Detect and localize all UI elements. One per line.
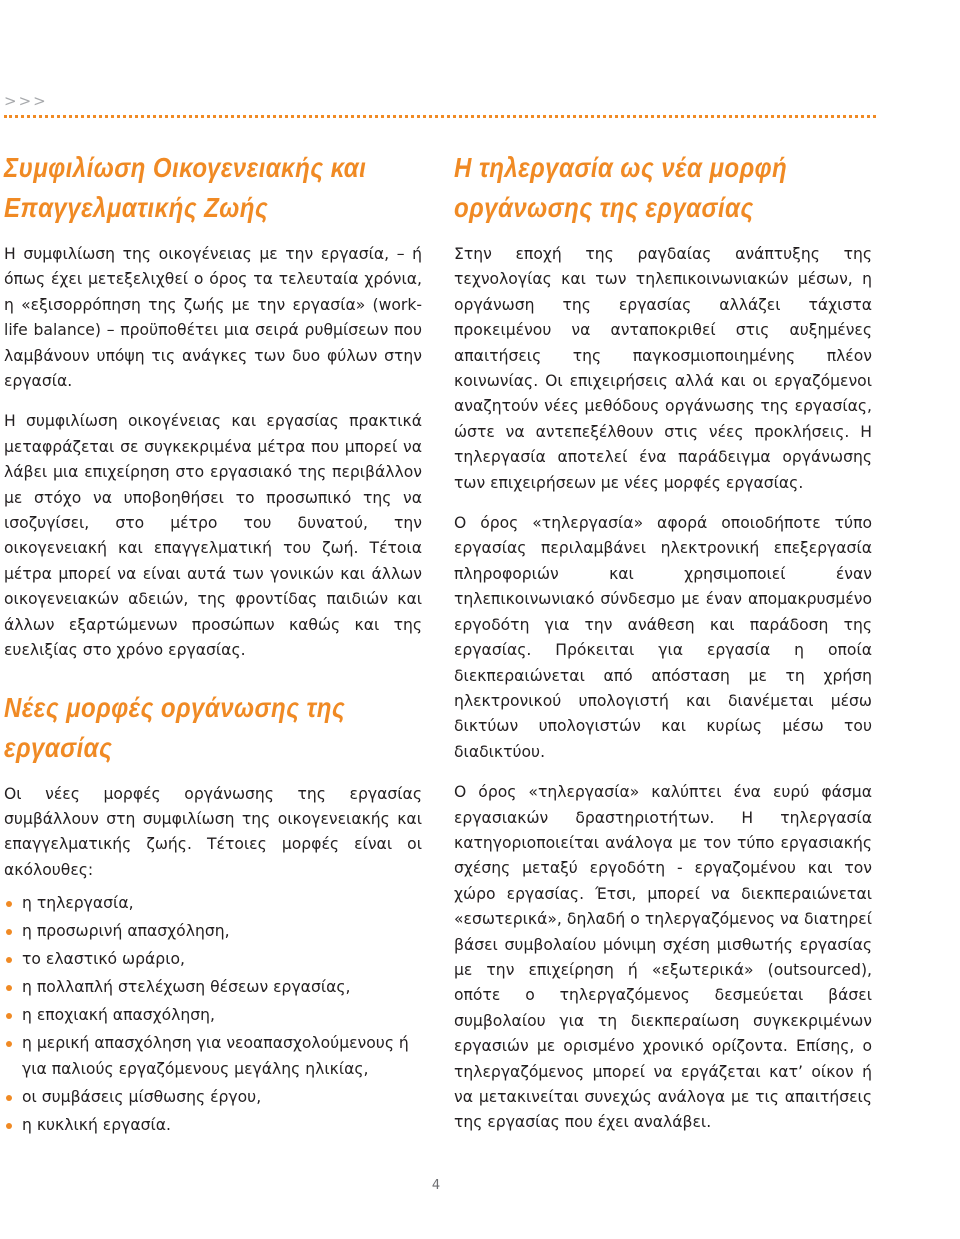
list-item — [4, 1085, 422, 1110]
list-item-text: η κυκλική εργασία. — [22, 1115, 172, 1134]
paragraph: Οι νέες μορφές οργάνωσης της εργασίας συμβάλλουν στη συμφιλίωση της οικογενειακής και επαγγελματικής ζωής. Τέτοιες μορφές είναι οι ακόλουθες: — [4, 784, 422, 879]
right-column — [454, 148, 872, 1151]
list-item — [4, 947, 422, 972]
heading-line: Επαγγελματικής Ζωής — [4, 192, 269, 223]
bullet-dot-icon — [6, 1013, 12, 1019]
bullet-dot-icon — [6, 1123, 12, 1129]
dotted-divider — [4, 115, 876, 118]
bullet-list — [4, 891, 422, 1138]
page-number: 4 — [431, 1178, 441, 1193]
heading-new-forms — [4, 688, 421, 768]
list-item-text: οι συμβάσεις μίσθωσης έργου, — [22, 1087, 262, 1106]
heading-line: εργασίας — [4, 731, 113, 763]
list-item — [4, 891, 422, 916]
paragraph: Ο όρος «τηλεργασία» αφορά οποιοδήποτε τύπο εργασίας περιλαμβάνει ηλεκτρονική επεξεργασία πληροφοριών και χρησιμοποιεί έναν τηλεπικοινωνιακό σύνδεσμο με έναν απομακρυσμένο εργοδότη για την ανάθεση και παράδοση της εργασίας. Πρόκειται για εργασία η οποία διεκπεραιώνεται από απόσταση με τη χρήση ηλεκτρονικού υπολογιστή και διανέμεται μέσω δικτύων υπολογιστών και κυρίως μέσω του διαδικτύου. — [454, 514, 872, 761]
heading-reconciliation — [4, 148, 421, 228]
list-item-text: η προσωρινή απασχόληση, — [22, 922, 230, 941]
section-marker: >>> — [4, 92, 48, 110]
list-item — [4, 919, 422, 944]
left-column — [4, 148, 422, 1141]
list-item-text: το ελαστικό ωράριο, — [22, 950, 185, 969]
bullet-dot-icon — [6, 957, 12, 963]
heading-telework — [454, 148, 871, 228]
list-item-text: η εποχιακή απασχόληση, — [22, 1006, 216, 1025]
list-item — [4, 1031, 422, 1082]
bullet-dot-icon — [6, 985, 12, 991]
bullet-dot-icon — [6, 1041, 12, 1047]
list-item — [4, 975, 422, 1000]
list-item-text: η μερική απασχόληση για νεοαπασχολούμενους ή για παλιούς εργαζόμενους μεγάλης ηλικίας, — [22, 1034, 409, 1078]
heading-line: Συμφιλίωση Οικογενειακής και — [4, 152, 367, 183]
heading-line: οργάνωσης της εργασίας — [454, 192, 754, 223]
list-item — [4, 1113, 422, 1138]
bullet-dot-icon — [6, 929, 12, 935]
paragraph: Στην εποχή της ραγδαίας ανάπτυξης της τεχνολογίας και των τηλεπικοινωνιακών μέσων, η οργάνωση της εργασίας αλλάζει τάχιστα προκειμένου να ανταποκριθεί στις αυξημένες απαιτήσεις της παγκοσμιοποιημένης πλέον κοινωνίας. Οι επιχειρήσεις αλλά και οι εργαζόμενοι αναζητούν νέες μεθόδους οργάνωσης της εργασίας, ώστε να αντεπεξέλθουν στις νέες προκλήσεις. Η τηλεργασία αποτελεί ένα παράδειγμα οργάνωσης των επιχειρήσεων με νέες μορφές εργασίας. — [454, 245, 872, 492]
bullet-dot-icon — [6, 901, 12, 907]
paragraph: Ο όρος «τηλεργασία» καλύπτει ένα ευρύ φάσμα εργασιακών δραστηριοτήτων. Η τηλεργασία κατηγοριοποιείται ανάλογα με τον τύπο εργασιακής σχέσης μεταξύ εργοδότη - εργαζομένου και τον χώρο εργασίας. Έτσι, μπορεί να διεκπεραιώνεται «εσωτερικά», δηλαδή ο τηλεργαζόμενος να διατηρεί βάσει συμβολαίου μόνιμη σχέση μισθωτής εργασίας με την επιχείρηση ή «εξωτερικά» (outsourced), οπότε ο τηλεργαζόμενος δεσμεύεται βάσει συμβολαίου για τη διεκπεραίωση συγκεκριμένων εργασιών με ορισμένο χρονικό ορίζοντα. Επίσης, ο τηλεργαζόμενος μπορεί να εργάζεται κατ’ οίκον ή να μετακινείται συνεχώς ανάλογα με τις απαιτήσεις της εργασίας που έχει αναλάβει. — [454, 783, 872, 1132]
heading-line: Νέες μορφές οργάνωσης της — [4, 691, 346, 723]
paragraph: Η συμφιλίωση της οικογένειας με την εργασία, – ή όπως έχει μετεξελιχθεί ο όρος τα τελευταία χρόνια, η «εξισορρόπηση της ζωής με την εργασία» (work-life balance) – προϋποθέτει μια σειρά ρυθμίσεων που λαμβάνουν υπόψη τις ανάγκες των δυο φύλων στην εργασία. — [4, 245, 422, 391]
list-item-text: η πολλαπλή στελέχωση θέσεων εργασίας, — [22, 978, 351, 997]
list-item-text: η τηλεργασία, — [22, 894, 134, 913]
heading-line: Η τηλεργασία ως νέα μορφή — [454, 152, 788, 183]
bullet-dot-icon — [6, 1095, 12, 1101]
list-item — [4, 1003, 422, 1028]
paragraph: Η συμφιλίωση οικογένειας και εργασίας πρακτικά μεταφράζεται σε συγκεκριμένα μέτρα που μπορεί να λάβει μια επιχείρηση στο εργασιακό της περιβάλλον με στόχο να υποβοηθήσει το προσωπικό της να ισοζυγίσει, στο μέτρο του δυνατού, την οικογενειακή και επαγγελματική του ζωή. Τέτοια μέτρα μπορεί να είναι αυτά των γονικών και άλλων οικογενειακών αδειών, της φροντίδας παιδιών και άλλων εξαρτώμενων προσώπων καθώς και της ευελιξίας στο χρόνο εργασίας. — [4, 412, 422, 660]
